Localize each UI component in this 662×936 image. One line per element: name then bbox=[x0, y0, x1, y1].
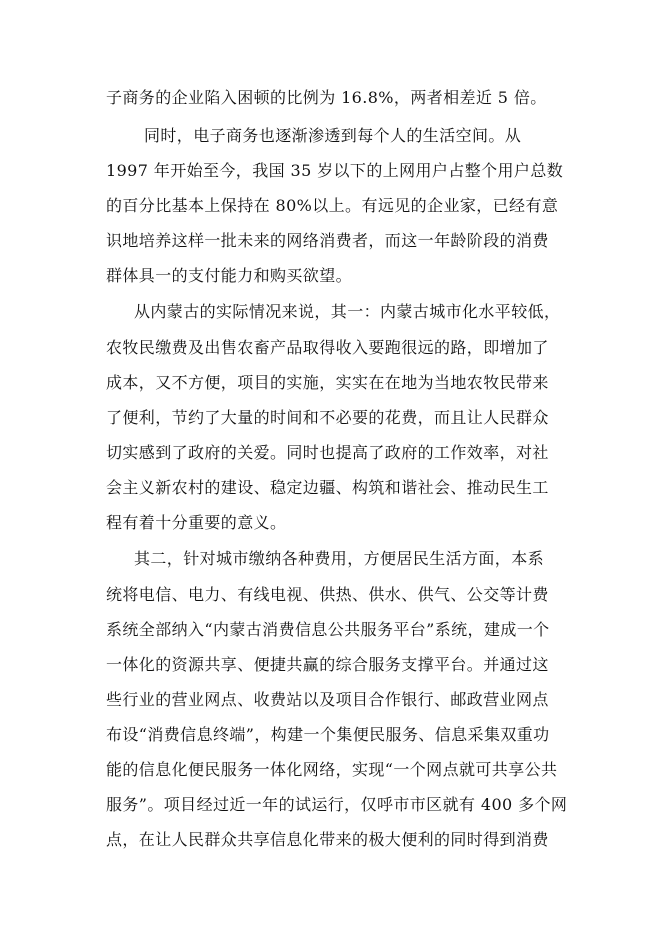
text-line: 切实感到了政府的关爱。同时也提高了政府的工作效率，对社 bbox=[106, 443, 549, 462]
text-line: 农牧民缴费及出售农畜产品取得收入要跑很远的路，即增加了 bbox=[106, 338, 549, 357]
paragraph-first-line: 其二，针对城市缴纳各种费用，方便居民生活方面，本系 bbox=[134, 549, 545, 568]
paragraph-first-line: 从内蒙古的实际情况来说，其一：内蒙古城市化水平较低， bbox=[134, 302, 561, 321]
text-line: 点，在让人民群众共享信息化带来的极大便利的同时得到消费 bbox=[106, 830, 549, 849]
text-line: 1997 年开始至今，我国 35 岁以下的上网用户占整个用户总数 bbox=[106, 161, 564, 180]
text-line: 布设“消费信息终端”，构建一个集便民服务、信息采集双重功 bbox=[106, 725, 550, 744]
text-line: 会主义新农村的建设、稳定边疆、构筑和谐社会、推动民生工 bbox=[106, 478, 549, 497]
text-line: 些行业的营业网点、收费站以及项目合作银行、邮政营业网点 bbox=[106, 690, 549, 709]
text-line: 群体具一的支付能力和购买欲望。 bbox=[106, 266, 353, 285]
text-line: 子商务的企业陷入困顿的比例为 16.8%，两者相差近 5 倍。 bbox=[106, 88, 547, 107]
text-line: 识地培养这样一批未来的网络消费者，而这一年龄阶段的消费 bbox=[106, 231, 549, 250]
text-line: 统将电信、电力、有线电视、供热、供水、供气、公交等计费 bbox=[106, 585, 549, 604]
text-line: 一体化的资源共享、便捷共赢的综合服务支撑平台。并通过这 bbox=[106, 655, 549, 674]
text-line: 了便利，节约了大量的时间和不必要的花费，而且让人民群众 bbox=[106, 408, 549, 427]
text-line: 程有着十分重要的意义。 bbox=[106, 513, 287, 532]
text-line: 的百分比基本上保持在 80%以上。有远见的企业家，已经有意 bbox=[106, 196, 559, 215]
text-line: 系统全部纳入“内蒙古消费信息公共服务平台”系统，建成一个 bbox=[106, 620, 550, 639]
text-line: 能的信息化便民服务一体化网络，实现“一个网点就可共享公共 bbox=[106, 760, 558, 779]
text-line: 服务”。项目经过近一年的试运行，仅呼市市区就有 400 多个网 bbox=[106, 795, 568, 814]
text-line: 成本，又不方便，项目的实施，实实在在地为当地农牧民带来 bbox=[106, 373, 549, 392]
paragraph-first-line: 同时，电子商务也逐渐渗透到每个人的生活空间。从 bbox=[144, 126, 522, 145]
